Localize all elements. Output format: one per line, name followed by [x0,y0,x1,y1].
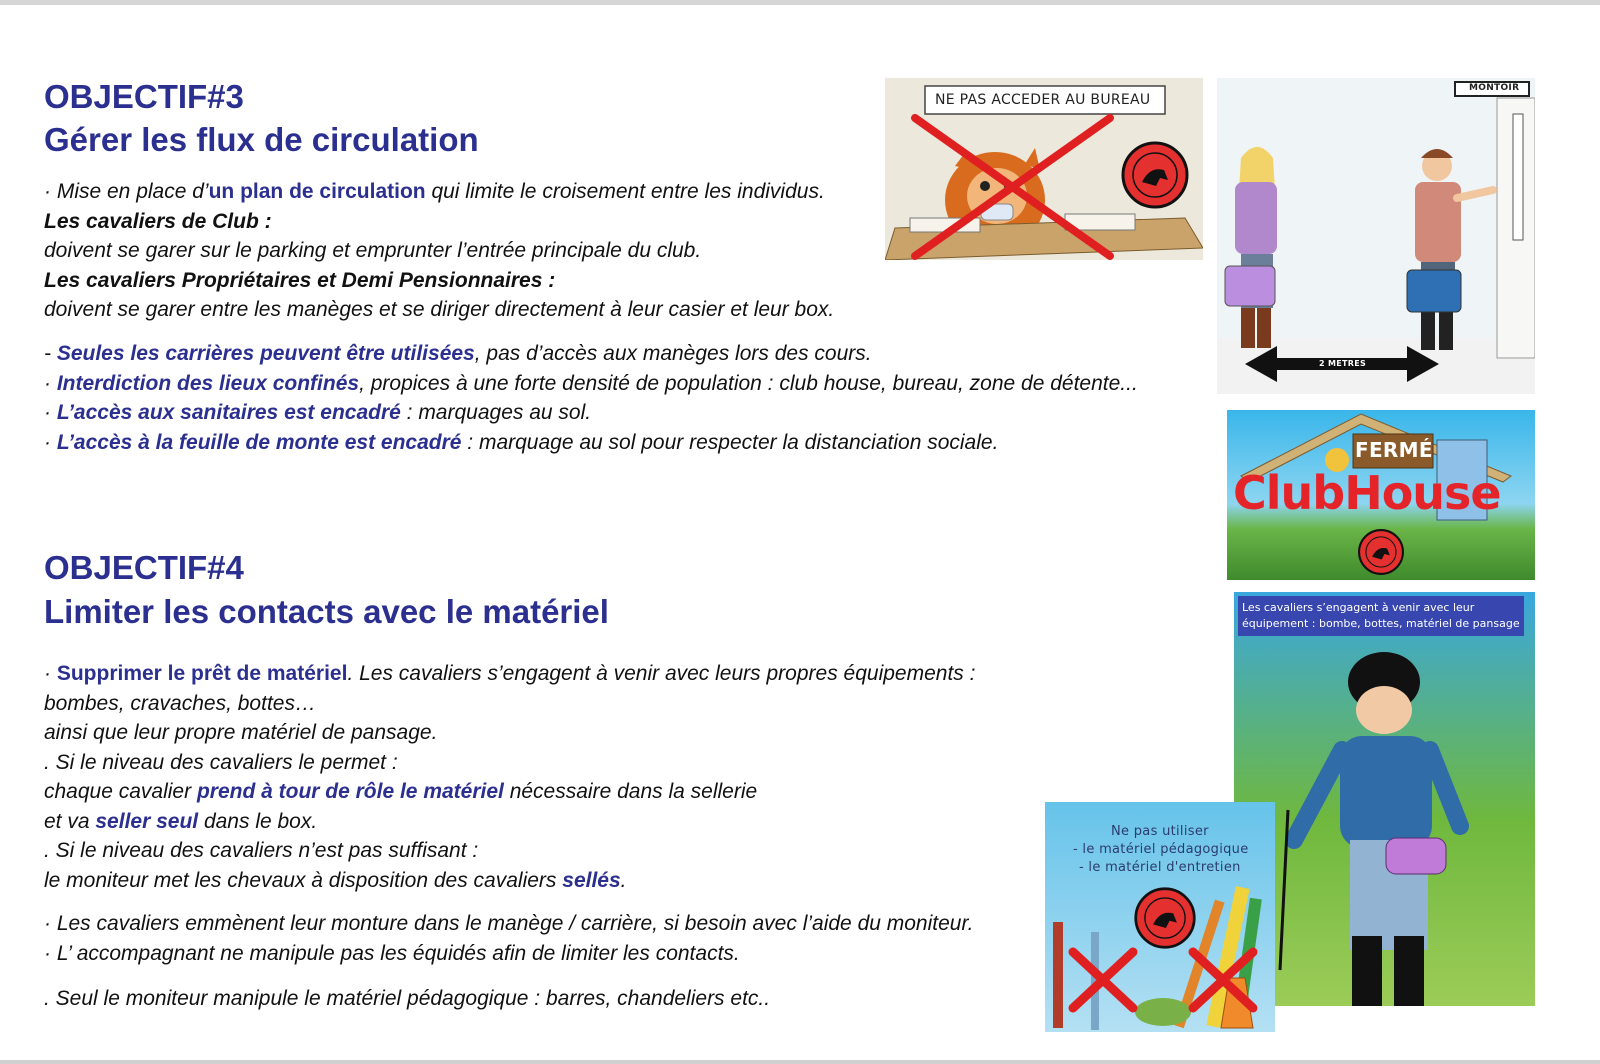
objective4-title: Limiter les contacts avec le matériel [44,593,609,630]
equipment-list: bombes, cravaches, bottes… [44,691,316,715]
bullet-emmenent: · Les cavaliers emmènent leur monture dans le manège / carrière, si besoin avec l’aide du moniteur. [44,912,974,935]
office-illustration [885,78,1203,260]
objective3-bullets [44,339,1138,457]
montoir-label: MONTOIR [1469,83,1520,93]
bullet-carrieres: - Seules les carrières peuvent être utilisées, pas d’accès aux manèges lors des cours. [44,342,872,365]
clubhouse-word: ClubHouse [1233,466,1501,520]
stamp-logo [1357,528,1405,576]
turn-based-line: chaque cavalier prend à tour de rôle le matériel nécessaire dans la sellerie [44,780,758,803]
club-riders-label: Les cavaliers de Club : [44,209,272,233]
objective3-number: OBJECTIF#3 [44,78,244,115]
office-sign-text: NE PAS ACCEDER AU BUREAU [935,92,1151,108]
equipment-item-2: - le matériel d'entretien [1079,860,1241,875]
supprimer-pret-line: · Supprimer le prêt de matériel. Les cavaliers s’engagent à venir avec leurs propres équipements : [44,662,976,685]
grooming-line: ainsi que leur propre matériel de pansage. [44,721,438,744]
clubhouse-illustration [1227,410,1535,580]
bullet-sanitaires: · L’accès aux sanitaires est encadré : marquages au sol. [44,401,592,424]
level-low-label: . Si le niveau des cavaliers n’est pas suffisant : [44,839,479,862]
equipment-item-1: - le matériel pédagogique [1073,842,1249,857]
bottom-border [0,1060,1600,1064]
equipment-title: Ne pas utiliser [1111,824,1209,839]
objective3-intro [44,177,834,325]
saddle-alone-line: et va seller seul dans le box. [44,809,318,833]
closed-sign: FERMÉ [1355,438,1433,462]
equipment-illustration [1045,802,1275,1032]
queue-illustration [1217,78,1535,394]
owners-text: doivent se garer entre les manèges et se diriger directement à leur casier et leur box. [44,298,835,321]
objective3-title: Gérer les flux de circulation [44,121,479,158]
level-ok-label: . Si le niveau des cavaliers le permet : [44,750,398,774]
rider-illustration [1234,592,1535,1006]
bullet-lieux-confines: · Interdiction des lieux confinés, propices à une forte densité de population : club house, bureau, zone de détente... [44,371,1138,395]
rider-caption: Les cavaliers s’engagent à venir avec leur équipement : bombe, bottes, matériel de pansage [1238,596,1524,636]
circulation-plan-line: · Mise en place d’un plan de circulation qui limite le croisement entre les individus. [44,180,825,203]
objective4-bullets [44,909,974,968]
moniteur-line: . Seul le moniteur manipule le matériel pédagogique : barres, chandeliers etc.. [44,987,771,1010]
distance-label: 2 METRES [1319,359,1367,368]
red-cross-icon [1045,802,1275,1032]
objective4-footer [44,984,770,1014]
top-border [0,0,1600,5]
bullet-accompagnant: · L’ accompagnant ne manipule pas les équidés afin de limiter les contacts. [44,941,740,965]
double-arrow-icon [1217,344,1535,384]
objective4-number: OBJECTIF#4 [44,549,244,586]
club-riders-text: doivent se garer sur le parking et emprunter l’entrée principale du club. [44,239,702,262]
bullet-feuille-monte: · L’accès à la feuille de monte est encadré : marquage au sol pour respecter la distanciation sociale. [44,430,999,454]
objective4-body [44,659,975,895]
owners-label: Les cavaliers Propriétaires et Demi Pensionnaires : [44,268,556,292]
stamp-logo [1120,140,1190,210]
saddled-line: le moniteur met les chevaux à disposition des cavaliers sellés. [44,868,627,892]
